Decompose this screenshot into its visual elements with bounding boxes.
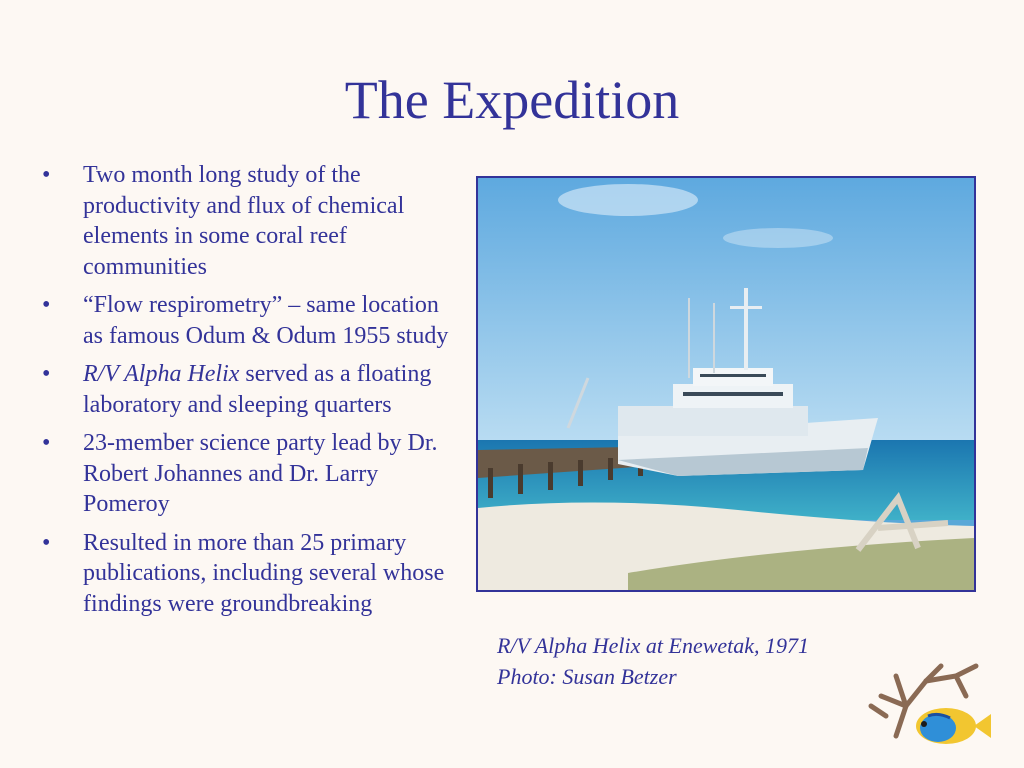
bullet-list [40,160,460,627]
bullet-italic: R/V Alpha Helix [83,361,240,387]
caption-line-2: Photo: Susan Betzer [497,664,677,689]
ship-photo [476,176,976,592]
bullet-text: served as a floating laboratory and sleeping quarters [83,361,432,418]
bullet-text: Resulted in more than 25 primary publications, including several whose findings were groundbreaking [83,529,445,617]
slide-title: The Expedition [344,70,680,130]
bullet-marker: • [42,162,51,188]
bullet-marker: • [42,529,51,556]
bullet-item [40,359,460,420]
caption-line-1: R/V Alpha Helix at Enewetak, 1971 [497,633,810,658]
bullet-item [40,428,460,520]
photo-caption [497,630,809,692]
bullet-text: Two month long study of the productivity and flux of chemical elements in some coral reef communities [83,162,405,280]
coral-fish-clipart-icon [866,656,996,752]
bullet-item [40,528,460,620]
bullet-marker: • [42,292,51,318]
bullet-marker: • [42,430,51,456]
bullet-item [40,160,460,282]
ship-photo-icon [478,178,974,590]
bullet-text: “Flow respirometry” – same location as famous Odum & Odum 1955 study [83,292,449,349]
bullet-marker: • [42,361,51,387]
bullet-item [40,290,460,351]
bullet-text: 23-member science party lead by Dr. Robert Johannes and Dr. Larry Pomeroy [83,430,438,517]
